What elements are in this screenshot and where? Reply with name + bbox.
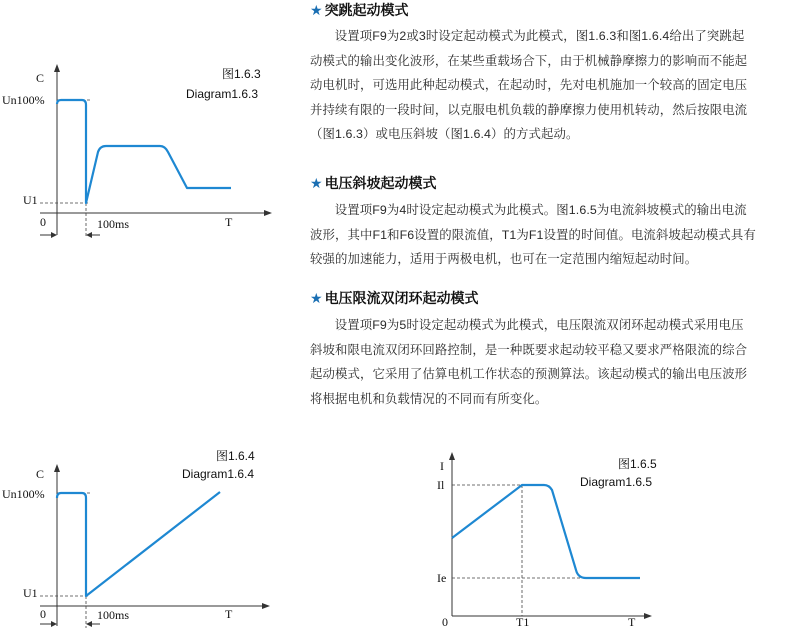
x-axis-label: T [628,615,636,628]
diagram-1-6-4 [0,442,300,628]
x-axis-label: T [225,215,233,229]
star-icon: ★ [310,290,323,306]
star-icon: ★ [310,175,323,191]
diagram-caption-cn: 图1.6.3 [222,67,261,81]
x-axis-arrow-icon [262,603,270,609]
il-label: Il [437,478,445,492]
arrow-icon [86,621,92,627]
arrow-icon [51,621,57,627]
diagram-caption-en: Diagram1.6.5 [580,475,653,489]
diagram-caption-cn: 图1.6.4 [216,449,255,463]
diagram-caption-cn: 图1.6.5 [618,457,657,471]
section-title-kick-start: ★ 突跳起动模式 [310,2,409,18]
diagram-caption-en: Diagram1.6.3 [186,87,259,101]
output-curve [57,100,231,203]
text-line: 较强的加速能力，适用于两极电机，也可在一定范围内缩短起动时间。 [310,252,698,266]
diagram-caption-en: Diagram1.6.4 [182,467,255,481]
arrow-icon [51,232,57,238]
x-axis-arrow-icon [644,613,652,619]
un-label: Un100% [2,93,45,107]
text-line: 设置项F9为4时设定起动模式为此模式。图1.6.5为电流斜坡模式的输出电流 [334,203,747,217]
diagram-1-6-5 [430,440,660,628]
section-title-voltage-ramp: ★ 电压斜坡起动模式 [310,175,437,191]
origin-label: 0 [40,607,46,621]
interval-label: 100ms [97,608,130,622]
y-axis-label: C [36,467,45,481]
ie-label: Ie [437,571,447,585]
current-curve [452,485,640,578]
y-axis-arrow-icon [449,452,455,460]
un-label: Un100% [2,487,45,501]
text-line: 动电机时，可选用此种起动模式，在起动时，先对电机施加一个较高的固定电压 [310,78,748,92]
y-axis-label: I [440,459,444,473]
y-axis-label: C [36,71,45,85]
u1-label: U1 [23,193,38,207]
text-line: 将根据电机和负载情况的不同而有所变化。 [310,391,548,406]
diagram-1-6-3 [0,60,300,245]
text-line: （图1.6.3）或电压斜坡（图1.6.4）的方式起动。 [310,127,579,141]
arrow-icon [86,232,92,238]
y-axis-arrow-icon [54,464,60,472]
text-line: 设置项F9为2或3时设定起动模式为此模式，图1.6.3和图1.6.4给出了突跳起 [334,29,745,43]
output-curve [57,492,220,596]
paragraph-voltage-ramp [310,198,798,272]
x-axis-label: T [225,607,233,621]
text-line: 起动模式，它采用了估算电机工作状态的预测算法。该起动模式的输出电压波形 [310,367,748,381]
text-line: 动模式的输出变化波形，在某些重载场合下，由于机械静摩擦力的影响而不能起 [310,53,748,68]
y-axis-arrow-icon [54,64,60,72]
text-line: 设置项F9为5时设定起动模式为此模式，电压限流双闭环起动模式采用电压 [334,318,744,332]
text-line: 波形，其中F1和F6设置的限流值，T1为F1设置的时间值。电流斜坡起动模式具有 [310,227,756,242]
paragraph-kick-start [310,24,798,147]
star-icon: ★ [310,2,323,18]
origin-label: 0 [40,215,46,229]
interval-label: 100ms [97,217,130,231]
paragraph-dual-loop [310,313,798,411]
u1-label: U1 [23,586,38,600]
text-line: 并持续有限的一段时间，以克服电机负载的静摩擦力使用机转动，然后按限电流 [310,102,748,117]
x-axis-arrow-icon [264,210,272,216]
section-title-dual-loop: ★ 电压限流双闭环起动模式 [310,290,479,306]
text-line: 斜坡和限电流双闭环回路控制，是一种既要求起动较平稳又要求严格限流的综合 [310,342,748,357]
t1-label: T1 [516,615,530,628]
origin-label: 0 [442,615,448,628]
